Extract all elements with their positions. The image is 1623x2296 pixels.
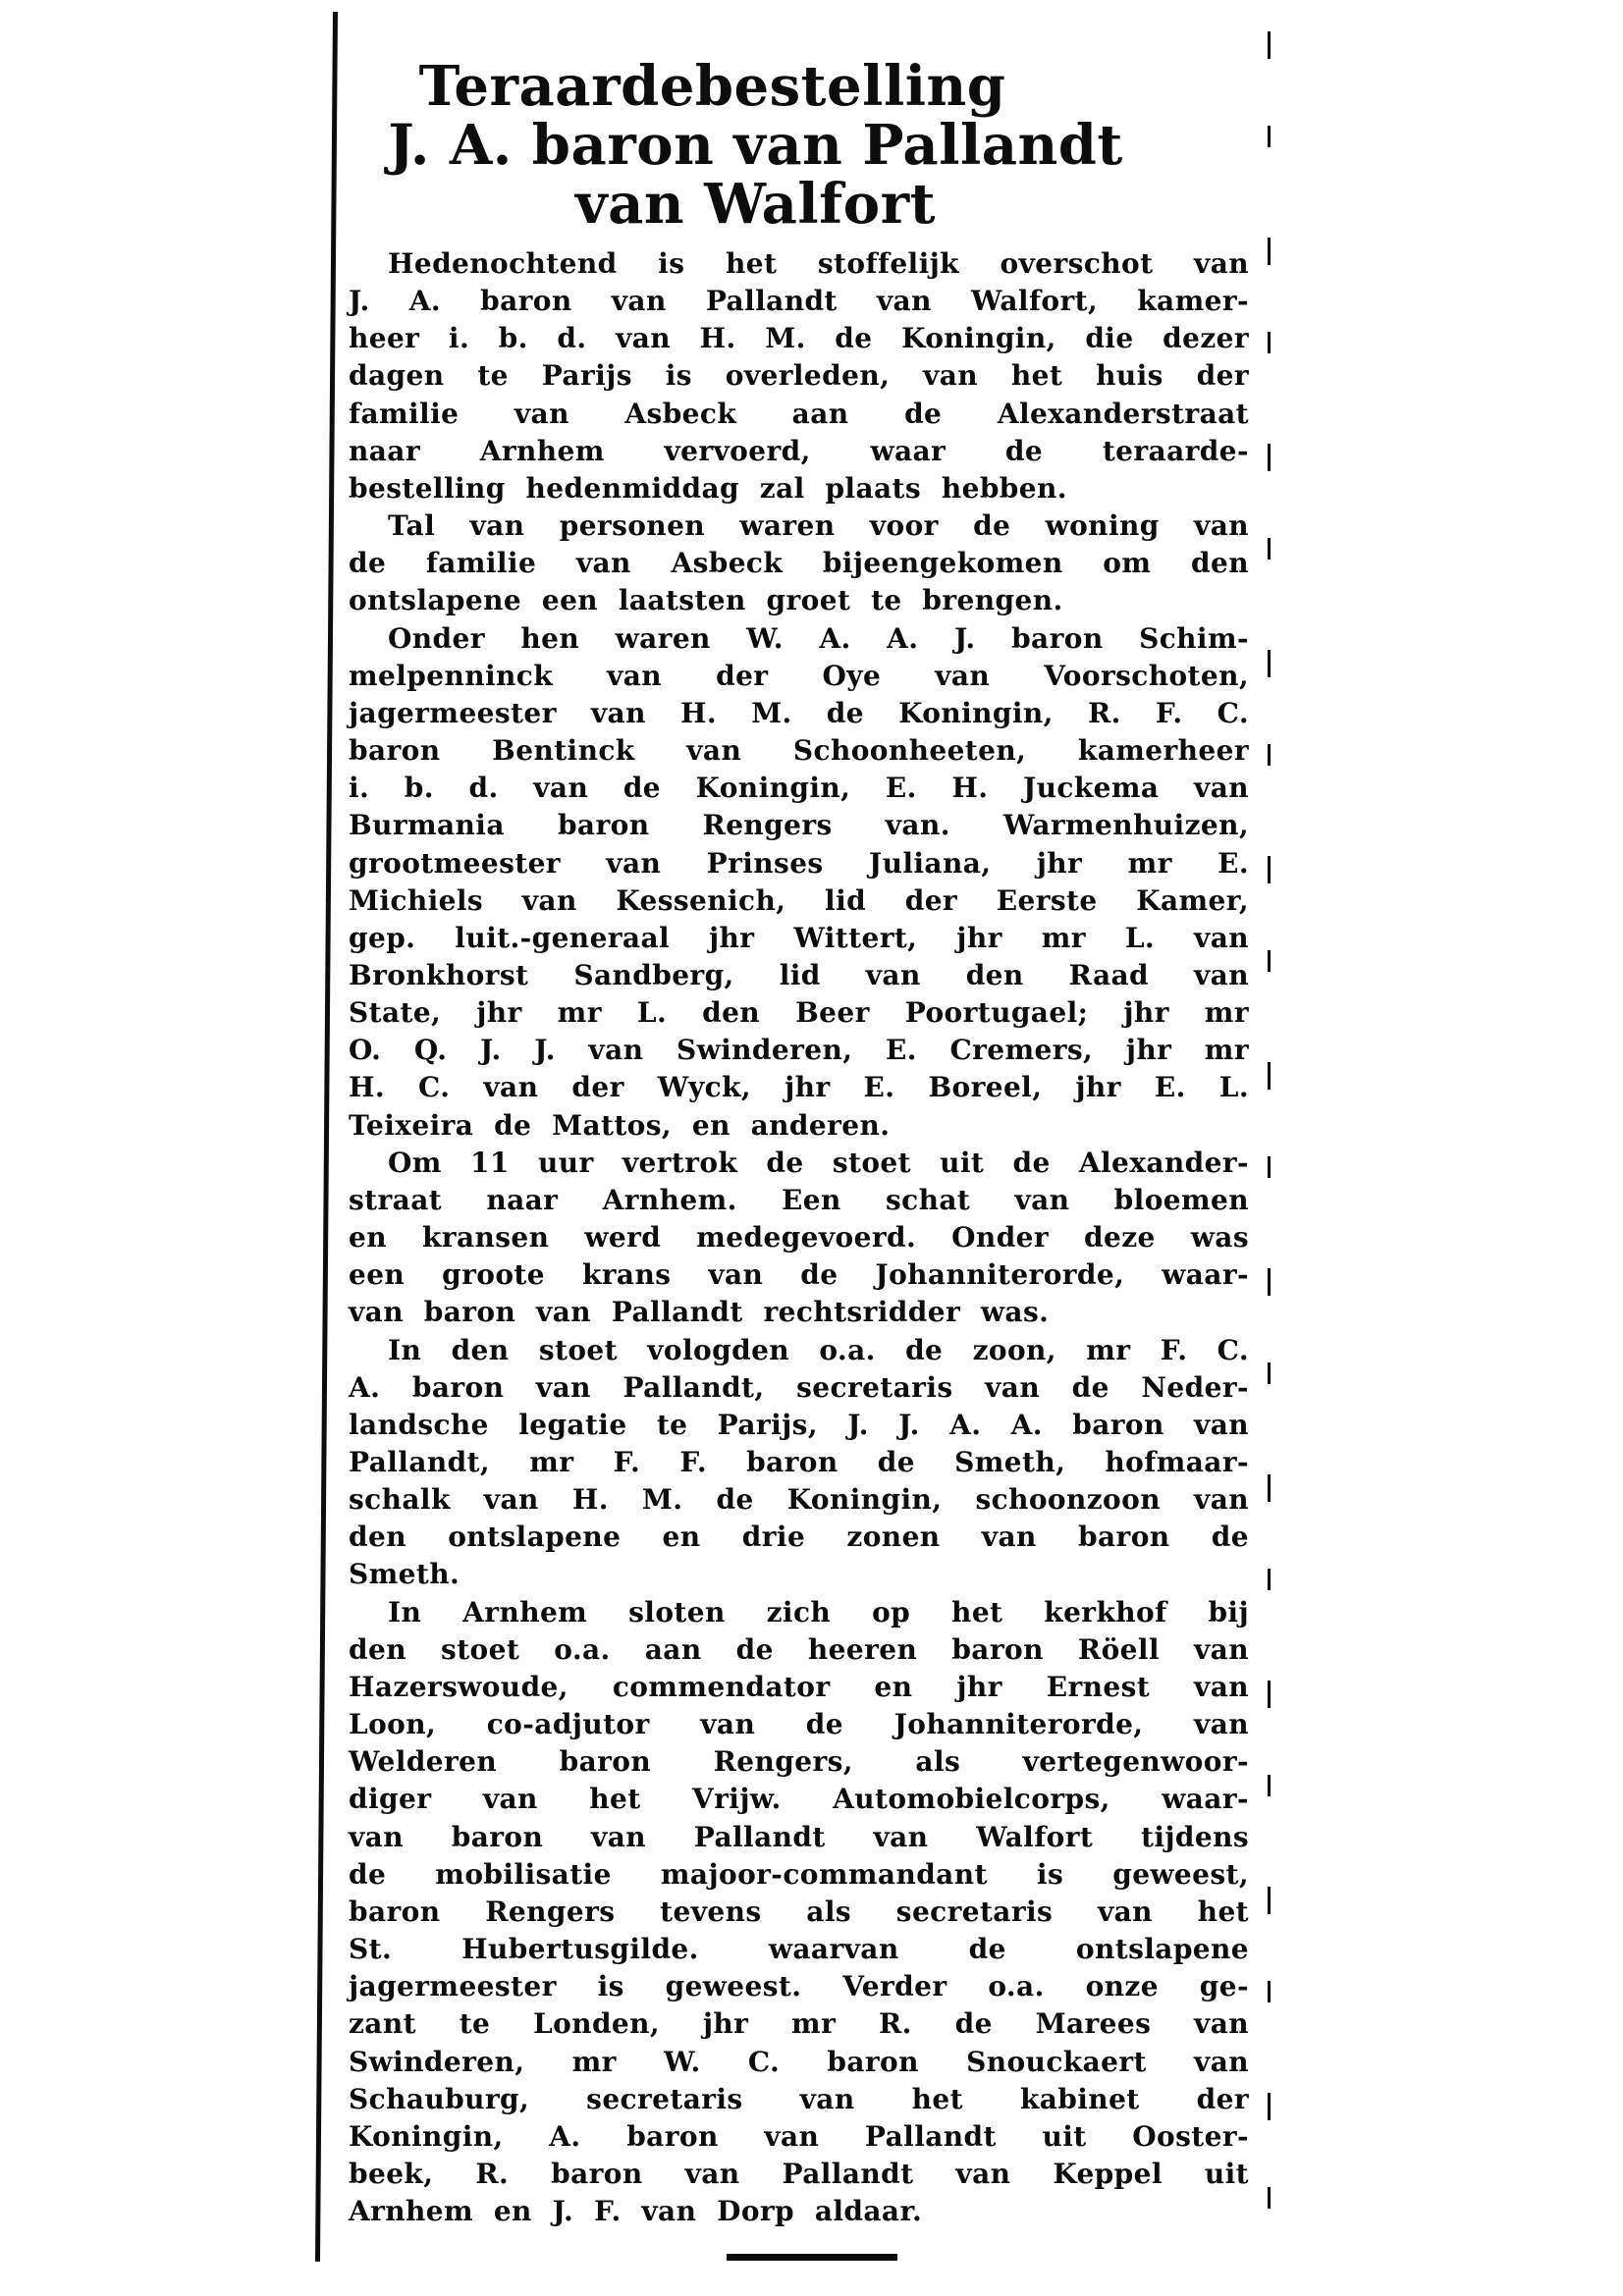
article-text-line: grootmeester van Prinses Juliana, jhr mr E. xyxy=(349,846,1249,880)
article-text-line: melpenninck van der Oye van Voorschoten, xyxy=(349,659,1249,692)
article-text-line: Bronkhorst Sandberg, lid van den Raad van xyxy=(349,958,1249,991)
article-text-line: de mobilisatie majoor-commandant is geweest, xyxy=(349,1857,1249,1891)
article-text-line: Loon, co-adjutor van de Johanniterorde, van xyxy=(349,1708,1249,1741)
article-text-line: i. b. d. van de Koningin, E. H. Juckema van xyxy=(349,772,1249,805)
article-text-line: Pallandt, mr F. F. baron de Smeth, hofmaar- xyxy=(349,1446,1249,1478)
article-text-line: en kransen werd medegevoerd. Onder deze was xyxy=(349,1221,1249,1255)
article-text-line: gep. luit.-generaal jhr Wittert, jhr mr L. van xyxy=(349,921,1249,954)
article-text-line: diger van het Vrijw. Automobielcorps, waar- xyxy=(349,1783,1249,1816)
article-text-line: baron Rengers tevens als secretaris van het xyxy=(349,1895,1249,1928)
article-text-line: ontslapene een laatsten groet te brengen. xyxy=(349,584,1063,617)
article-text-line: Arnhem en J. F. van Dorp aldaar. xyxy=(349,2195,923,2228)
article-text-line: A. baron van Pallandt, secretaris van de Neder- xyxy=(349,1370,1249,1404)
column-rule-left xyxy=(315,12,338,2262)
article-text-line: O. Q. J. J. van Swinderen, E. Cremers, jhr mr xyxy=(349,1034,1249,1067)
article-text-line: den ontslapene en drie zonen van baron de xyxy=(349,1521,1249,1554)
article-text-line: J. A. baron van Pallandt van Walfort, kamer- xyxy=(349,285,1249,318)
article-text-line: straat naar Arnhem. Een schat van bloemen xyxy=(349,1183,1249,1216)
article-text-line: Hedenochtend is het stoffelijk overschot van xyxy=(388,247,1249,280)
article-text-line: St. Hubertusgilde. waarvan de ontslapene xyxy=(349,1933,1249,1966)
article-text-line: schalk van H. M. de Koningin, schoonzoon van xyxy=(349,1483,1249,1517)
article-text-line: den stoet o.a. aan de heeren baron Röell van xyxy=(349,1632,1249,1666)
article-title-line: Teraardebestelling xyxy=(418,54,1006,119)
article-text-line: van baron van Pallandt rechtsridder was. xyxy=(349,1296,1050,1329)
article-title-line: van Walfort xyxy=(575,172,936,237)
article-text-line: State, jhr mr L. den Beer Poortugael; jhr mr xyxy=(349,996,1249,1030)
article-text-line: Onder hen waren W. A. A. J. baron Schim- xyxy=(388,621,1249,655)
article-text-line: Swinderen, mr W. C. baron Snouckaert van xyxy=(349,2045,1249,2078)
article-text-line: baron Bentinck van Schoonheeten, kamerheer xyxy=(349,734,1249,768)
article-text-line: Michiels van Kessenich, lid der Eerste Kamer, xyxy=(349,883,1249,917)
end-divider-rule xyxy=(727,2254,897,2261)
article-text-line: Hazerswoude, commendator en jhr Ernest van xyxy=(349,1670,1249,1703)
article-text-line: landsche legatie te Parijs, J. J. A. A. baron van xyxy=(349,1408,1249,1441)
article-text-line: van baron van Pallandt van Walfort tijdens xyxy=(349,1820,1249,1853)
article-text-line: zant te Londen, jhr mr R. de Marees van xyxy=(349,2007,1249,2041)
article-text-line: Schauburg, secretaris van het kabinet der xyxy=(349,2082,1249,2115)
article-title xyxy=(349,54,1249,237)
article-text-line: Welderen baron Rengers, als vertegenwoor- xyxy=(349,1745,1249,1779)
article-body xyxy=(349,245,1249,2230)
article-text-line: Teixeira de Mattos, en anderen. xyxy=(349,1108,891,1142)
article-text-line: Burmania baron Rengers van. Warmenhuizen, xyxy=(349,809,1249,842)
article-text-line: bestelling hedenmiddag zal plaats hebben. xyxy=(349,471,1067,505)
article-text-line: jagermeester van H. M. de Koningin, R. F. C. xyxy=(349,696,1249,729)
article-column xyxy=(349,49,1249,2230)
article-text-line: Tal van personen waren voor de woning van xyxy=(388,509,1249,543)
article-text-line: dagen te Parijs is overleden, van het huis der xyxy=(349,359,1249,393)
article-text-line: Om 11 uur vertrok de stoet uit de Alexander- xyxy=(388,1146,1249,1179)
column-rule-right xyxy=(1268,31,1271,2220)
article-text-line: jagermeester is geweest. Verder o.a. onze ge- xyxy=(349,1970,1249,2003)
article-text-line: In den stoet vologden o.a. de zoon, mr F. C. xyxy=(388,1333,1249,1366)
article-text-line: een groote krans van de Johanniterorde, waar- xyxy=(349,1258,1249,1292)
article-text-line: de familie van Asbeck bijeengekomen om den xyxy=(349,547,1249,580)
article-text-line: heer i. b. d. van H. M. de Koningin, die dezer xyxy=(349,322,1249,355)
article-title-line: J. A. baron van Pallandt xyxy=(388,113,1123,178)
article-text-line: naar Arnhem vervoerd, waar de teraarde- xyxy=(349,434,1249,467)
article-text-line: familie van Asbeck aan de Alexanderstraat xyxy=(349,397,1249,430)
article-text-line: H. C. van der Wyck, jhr E. Boreel, jhr E. L. xyxy=(349,1071,1249,1104)
article-text-line: In Arnhem sloten zich op het kerkhof bij xyxy=(388,1595,1249,1629)
article-text-line: Koningin, A. baron van Pallandt uit Ooster- xyxy=(349,2119,1249,2153)
article-text-line: Smeth. xyxy=(349,1558,460,1591)
article-text-line: beek, R. baron van Pallandt van Keppel uit xyxy=(349,2157,1249,2190)
